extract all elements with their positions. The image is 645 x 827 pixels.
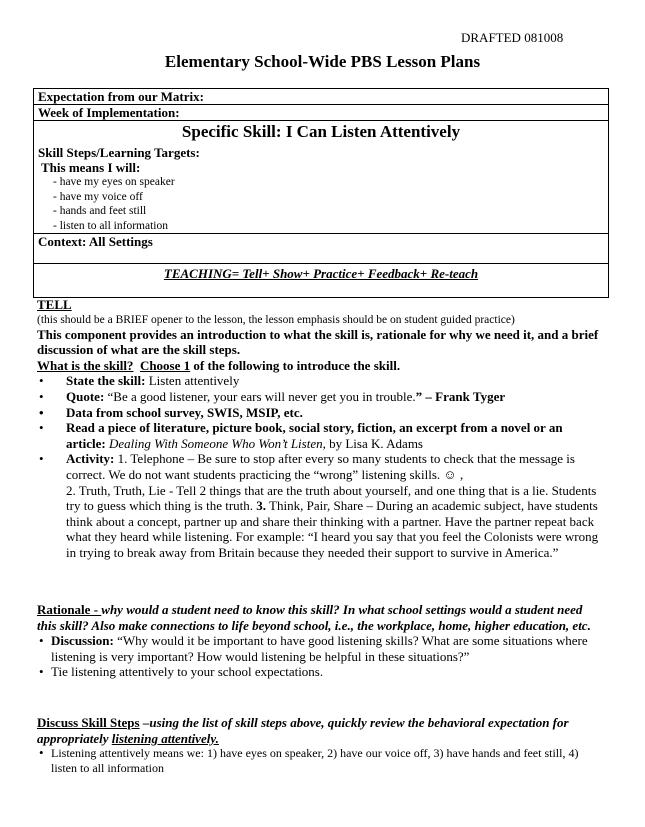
list-item <box>37 746 605 775</box>
skill-step: - hands and feet still <box>53 205 147 217</box>
choose-rest: of the following to introduce the skill. <box>190 357 401 373</box>
quote-label: Quote: <box>66 388 108 404</box>
choose-label: Choose 1 <box>139 357 191 373</box>
context-row <box>33 233 609 264</box>
page-title: Elementary School-Wide PBS Lesson Plans <box>164 52 481 71</box>
activity-3: Think, Pair, Share – During an academic subject, have students think about a concept, partner up and share their thinking with a partner. Have the partner repeat back what they heard while listening. For example: “I heard you say that you feel the Colonists were wrong in trying to break away from Britain because they needed their support to survive in America.” <box>66 498 599 560</box>
state-label: State the skill: <box>66 373 146 389</box>
teaching-row <box>33 263 609 298</box>
list-item <box>37 373 605 389</box>
week-label: Week of Implementation: <box>38 105 180 120</box>
tell-intro: This component provides an introduction to what the skill is, rationale for why we need it, and a brief discussion of what are the skill steps. <box>37 326 599 358</box>
expectation-row <box>33 88 609 105</box>
discuss-list <box>37 746 605 775</box>
discuss-section <box>33 715 609 775</box>
targets-label: Skill Steps/Learning Targets: <box>38 145 200 160</box>
discussion-text: “Why would it be important to have good listening skills? What are some situations where listening is very important? How would listening be helpful in these situations?” <box>51 633 588 664</box>
tie-text: Tie listening attentively to your school expectations. <box>51 664 324 680</box>
discuss-text: –using the list of skill steps above, quickly review the behavioral expectation for appropriately <box>37 715 569 746</box>
skill-step: - listen to all information <box>53 219 168 232</box>
skill-step: - have my voice off <box>53 190 143 203</box>
discuss-heading <box>37 715 605 746</box>
discuss-item: Listening attentively means we: 1) have eyes on speaker, 2) have our voice off, 3) have hands and feet still, 4) listen to all information <box>51 746 579 775</box>
context-label: Context: All Settings <box>38 234 153 249</box>
rationale-section <box>33 602 609 680</box>
activity-2: 2. Truth, Truth, Lie - Tell 2 things that are the truth about yourself, and one thing that is a lie. Students try to guess which thing is the truth. <box>66 482 597 514</box>
skill-title: Specific Skill: I Can Listen Attentively <box>181 122 461 141</box>
discuss-skill: listening attentively. <box>111 730 219 746</box>
read-author: by Lisa K. Adams <box>325 435 423 451</box>
read-label: Read a piece of literature, picture book, social story, fiction, an excerpt from a novel or an article: <box>66 420 563 451</box>
quote-text: “Be a good listener, your ears will never get you in trouble. <box>107 388 416 404</box>
skill-row <box>33 120 609 234</box>
draft-stamp: DRAFTED 081008 <box>461 30 564 45</box>
activity-label: Activity: <box>66 451 115 467</box>
tell-heading: TELL <box>37 297 72 312</box>
list-item <box>37 451 605 560</box>
tell-section <box>33 297 609 561</box>
read-title: Dealing With Someone Who Won’t Listen, <box>108 435 326 451</box>
activity-1: 1. Telephone – Be sure to stop after every so many students to check that the message is correct. We do not want students practicing the “wrong” listening skills. ☺ , <box>66 451 575 482</box>
list-item <box>37 664 605 680</box>
skill-steps-list <box>38 175 604 233</box>
means-label: This means I will: <box>41 160 141 175</box>
week-row <box>33 104 609 121</box>
skill-step: - have my eyes on speaker <box>53 176 175 188</box>
list-item <box>37 633 605 664</box>
rationale-heading <box>37 602 605 633</box>
discussion-label: Discussion: <box>51 633 114 649</box>
expectation-label: Expectation from our Matrix: <box>38 89 204 104</box>
tell-list <box>37 373 605 560</box>
list-item <box>37 405 605 421</box>
activity-3-label: 3. <box>256 498 267 514</box>
tell-note: (this should be a BRIEF opener to the lesson, the lesson emphasis should be on student guided practice) <box>37 313 515 326</box>
what-label: What is the skill? <box>37 357 134 373</box>
data-label: Data from school survey, SWIS, MSIP, etc. <box>66 404 303 420</box>
rationale-label: Rationale - <box>37 602 102 617</box>
what-is-skill <box>37 358 605 374</box>
discuss-label: Discuss Skill Steps <box>37 715 140 730</box>
rationale-list <box>37 633 605 680</box>
list-item <box>37 420 605 451</box>
state-text: Listen attentively <box>145 373 240 389</box>
quote-author: ” – Frank Tyger <box>415 388 506 404</box>
list-item <box>37 389 605 405</box>
rationale-question: why would a student need to know this skill? In what school settings would a student need this skill? Also make connections to life beyond school, i.e., the workplace, home, higher education, etc. <box>37 602 591 633</box>
teaching-formula: TEACHING= Tell+ Show+ Practice+ Feedback+ Re-teach <box>163 266 479 281</box>
